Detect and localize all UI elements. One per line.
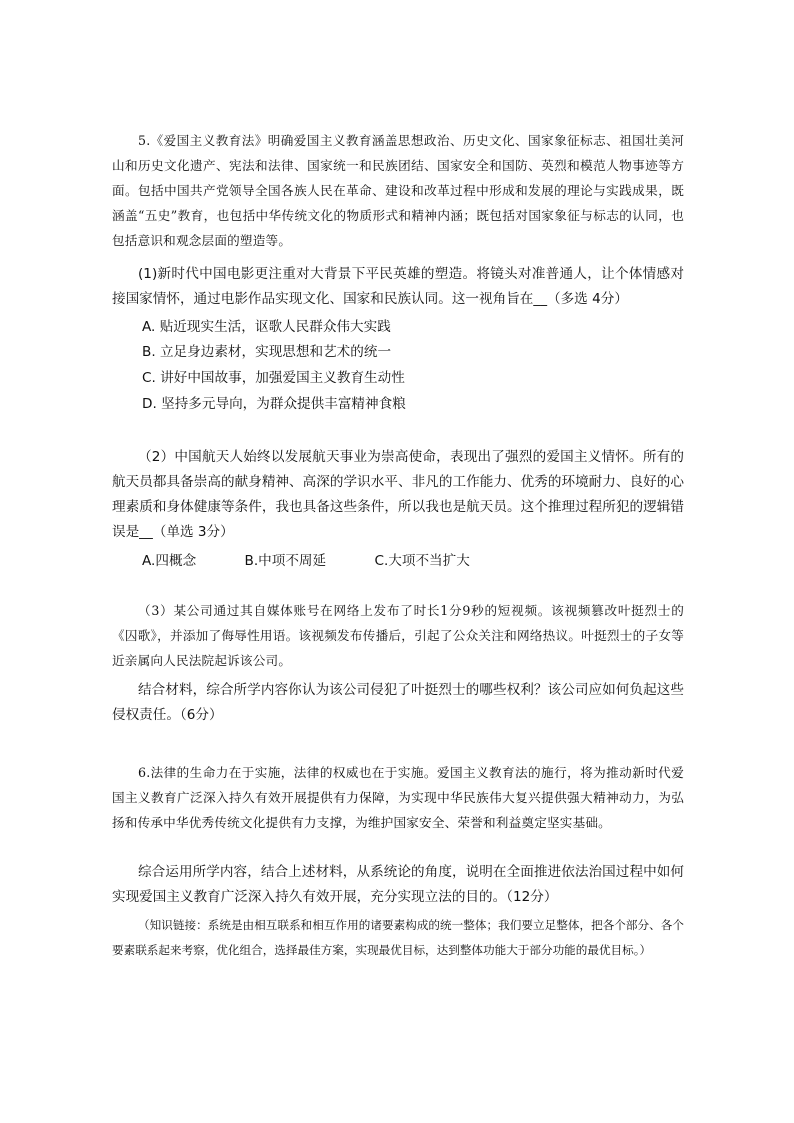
q5-sub2-stem: （2）中国航天人始终以发展航天事业为崇高使命，表现出了强烈的爱国主义情怀。所有的航天员都具备崇高的献身精神、高深的学识水平、非凡的工作能力、优秀的环境耐力、良好的心理素质和身体健康等条件，我也具备这些条件，所以我也是航天员。这个推理过程所犯的逻辑错误是__（单选 3分） <box>112 449 684 540</box>
q5-sub1-option-b: B. 立足身边素材，实现思想和艺术的统一 <box>142 344 392 360</box>
q5-sub2-option-a: A.四概念 <box>142 553 197 569</box>
q5-sub3-material: （3）某公司通过其自媒体账号在网络上发布了时长1分9秒的短视频。该视频篡改叶挺烈士的《囚歌》，并添加了侮辱性用语。该视频发布传播后，引起了公众关注和网络热议。叶挺烈士的子女等近亲属向人民法院起诉该公司。 <box>112 603 684 668</box>
q5-sub2-options <box>142 549 514 574</box>
q5-sub1-option-c: C. 讲好中国故事，加强爱国主义教育生动性 <box>142 370 405 386</box>
q5-sub3-question: 结合材料，综合所学内容你认为该公司侵犯了叶挺烈士的哪些权利？该公司应如何负起这些侵权责任。（6分） <box>112 682 684 723</box>
q5-sub1-option-a: A. 贴近现实生活，讴歌人民群众伟大实践 <box>142 319 391 335</box>
q5-sub2-option-c: C.大项不当扩大 <box>374 553 470 569</box>
q6-knowledge-note: （知识链接：系统是由相互联系和相互作用的诸要素构成的统一整体；我们要立足整体，把各个部分、各个要素联系起来考察，优化组合，选择最佳方案，实现最优目标，达到整体功能大于部分功能的最优目标。） <box>112 918 684 957</box>
q5-sub2-option-b: B.中项不周延 <box>244 553 327 569</box>
q6-material: 6.法律的生命力在于实施，法律的权威也在于实施。爱国主义教育法的施行，将为推动新时代爱国主义教育广泛深入持久有效开展提供有力保障，为实现中华民族伟大复兴提供强大精神动力，为弘扬和传承中华优秀传统文化提供有力支撑，为维护国家安全、荣誉和利益奠定坚实基础。 <box>112 765 684 830</box>
q6-question: 综合运用所学内容，结合上述材料，从系统论的角度，说明在全面推进依法治国过程中如何实现爱国主义教育广泛深入持久有效开展，充分实现立法的目的。（12分） <box>112 864 684 905</box>
q5-sub1-stem: (1)新时代中国电影更注重对大背景下平民英雄的塑造。将镜头对准普通人，让个体情感对接国家情怀，通过电影作品实现文化、国家和民族认同。这一视角旨在__（多选 4分） <box>112 266 684 307</box>
q5-sub1-option-d: D. 坚持多元导向，为群众提供丰富精神食粮 <box>142 396 406 412</box>
q5-material: 5.《爱国主义教育法》明确爱国主义教育涵盖思想政治、历史文化、国家象征标志、祖国壮美河山和历史文化遗产、宪法和法律、国家统一和民族团结、国家安全和国防、英烈和模范人物事迹等方面。包括中国共产党领导全国各族人民在革命、建设和改革过程中形成和发展的理论与实践成果，既涵盖“五史”教育，也包括中华传统文化的物质形式和精神内涵；既包括对国家象征与标志的认同，也包括意识和观念层面的塑造等。 <box>112 133 684 248</box>
